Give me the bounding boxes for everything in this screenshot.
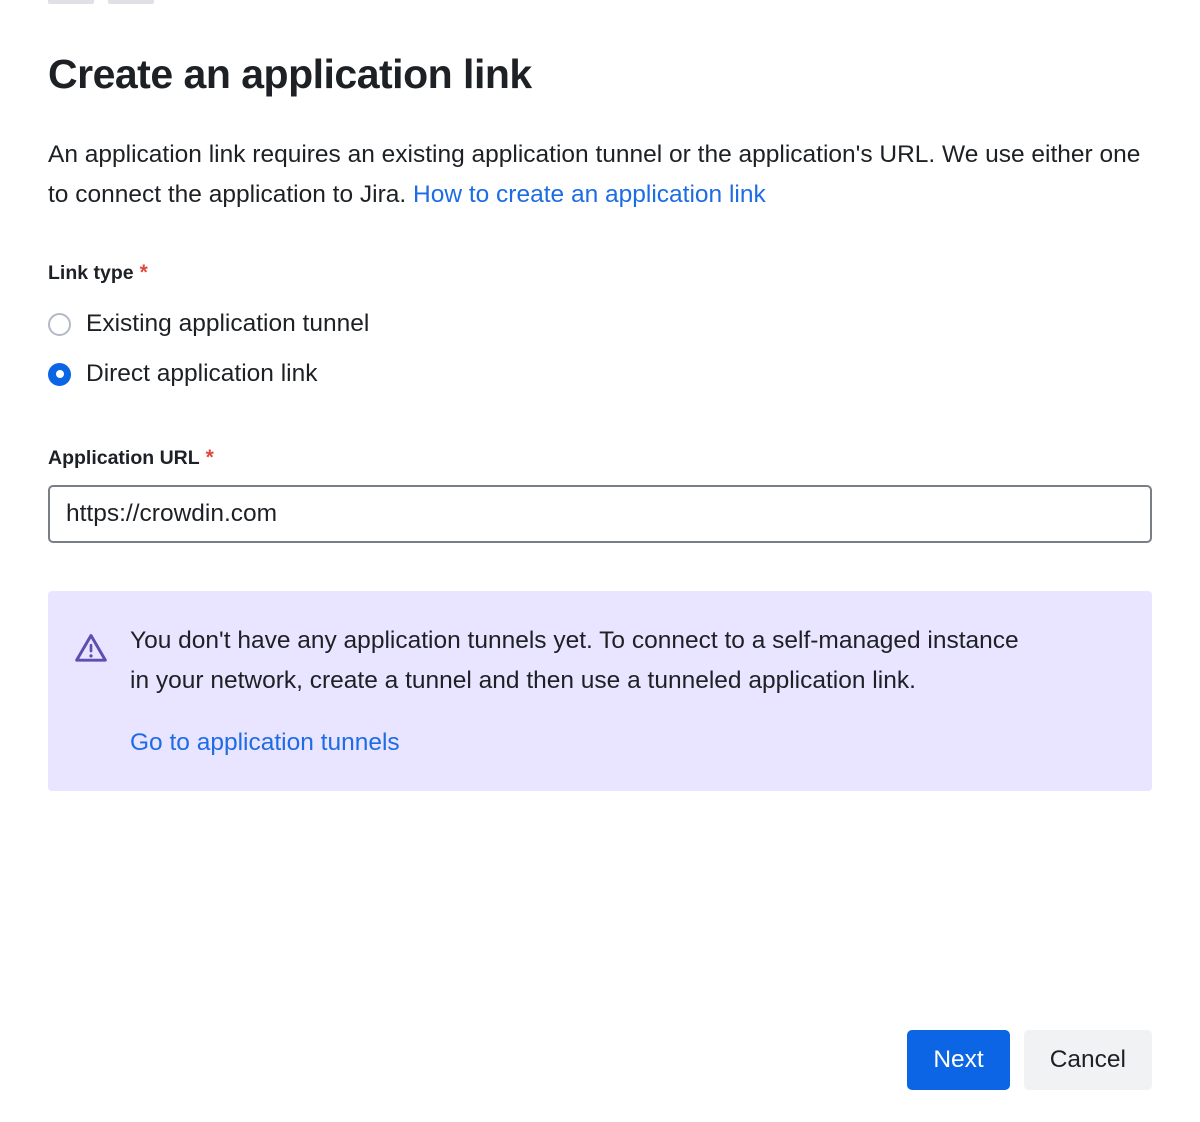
application-tunnels-banner xyxy=(48,591,1152,791)
link-type-label-text: Link type xyxy=(48,262,134,285)
breadcrumb-chip xyxy=(48,0,94,4)
required-asterisk: * xyxy=(139,261,148,285)
radio-label-existing-application-tunnel: Existing application tunnel xyxy=(86,310,370,338)
how-to-create-link[interactable]: How to create an application link xyxy=(413,180,766,208)
radio-label-direct-application-link: Direct application link xyxy=(86,360,318,388)
next-button[interactable]: Next xyxy=(907,1030,1009,1090)
link-type-label xyxy=(48,262,1152,285)
radio-option-existing-application-tunnel[interactable] xyxy=(48,299,1152,349)
link-type-radio-group xyxy=(48,299,1152,399)
banner-body xyxy=(130,621,1120,757)
dialog-footer-actions xyxy=(907,1030,1152,1090)
go-to-application-tunnels-link[interactable]: Go to application tunnels xyxy=(130,729,400,757)
dialog-description xyxy=(48,135,1152,214)
breadcrumb-placeholder xyxy=(48,0,218,4)
radio-indicator-selected[interactable] xyxy=(48,363,71,386)
breadcrumb-chip xyxy=(108,0,154,4)
radio-indicator-unselected[interactable] xyxy=(48,313,71,336)
radio-option-direct-application-link[interactable] xyxy=(48,349,1152,399)
page-title: Create an application link xyxy=(48,51,532,97)
application-url-label xyxy=(48,447,1152,470)
warning-icon xyxy=(74,631,108,665)
dialog-description-text: An application link requires an existing application tunnel or the application's URL. We use either one to connect the application to Jira. xyxy=(48,141,1141,208)
application-url-input[interactable] xyxy=(48,485,1152,543)
banner-message: You don't have any application tunnels yet. To connect to a self-managed instance in your network, create a tunnel and then use a tunneled application link. xyxy=(130,627,1019,695)
cancel-button[interactable]: Cancel xyxy=(1024,1030,1152,1090)
application-url-label-text: Application URL xyxy=(48,447,200,470)
required-asterisk: * xyxy=(205,446,214,470)
